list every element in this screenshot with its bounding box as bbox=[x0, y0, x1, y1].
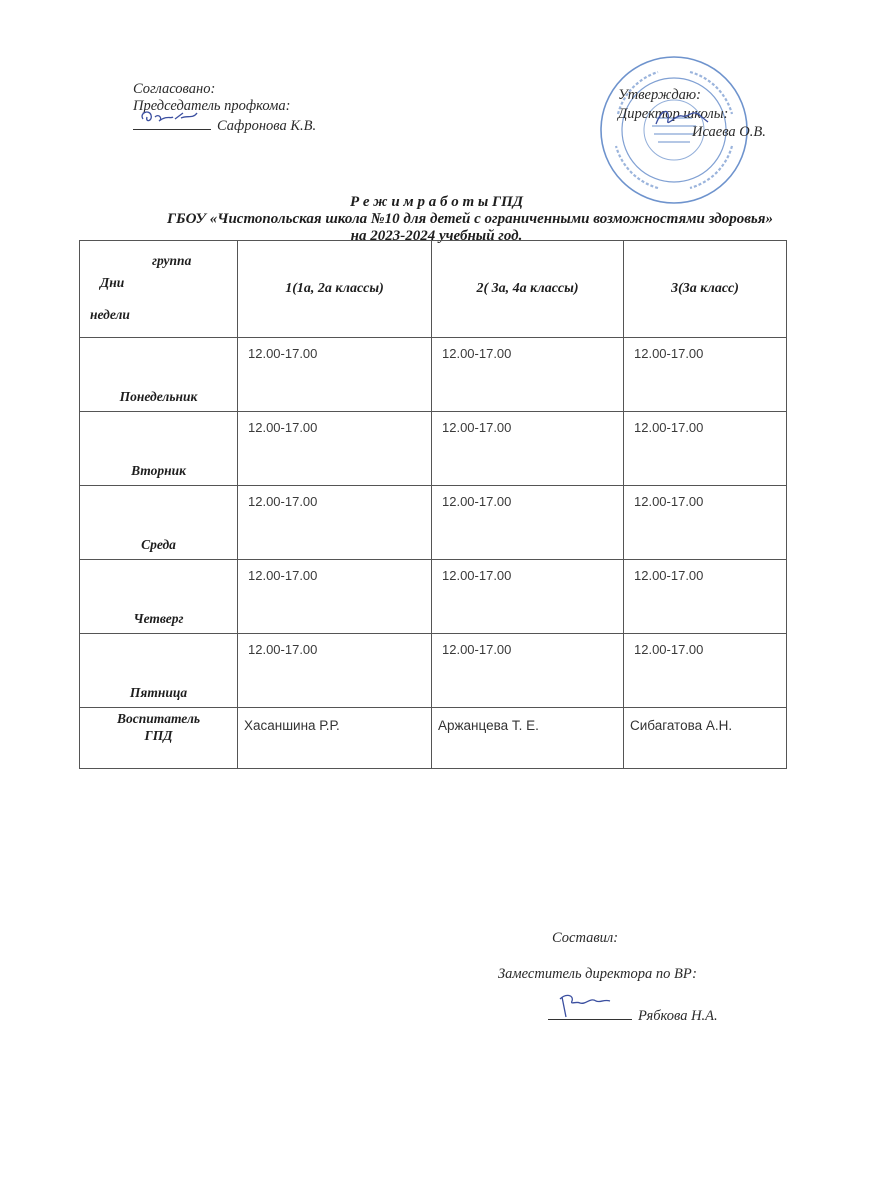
educator-cell: Сибагатова А.Н. bbox=[624, 708, 787, 769]
educator-cell: Аржанцева Т. Е. bbox=[432, 708, 624, 769]
day-name: Четверг bbox=[133, 611, 184, 626]
day-name: Пятница bbox=[129, 685, 188, 700]
compiled-by-label: Составил: bbox=[552, 930, 619, 946]
time-cell: 12.00-17.00 bbox=[432, 634, 624, 708]
time-cell: 12.00-17.00 bbox=[624, 486, 787, 560]
day-cell bbox=[80, 634, 238, 708]
column-header-group-2: 2( 3а, 4а классы) bbox=[432, 241, 624, 338]
corner-week-label: недели bbox=[90, 307, 130, 322]
time-cell: 12.00-17.00 bbox=[238, 634, 432, 708]
agreement-signature bbox=[133, 115, 211, 130]
table-header-row bbox=[80, 241, 787, 338]
column-header-group-1: 1(1а, 2а классы) bbox=[238, 241, 432, 338]
compiler-signature-line bbox=[548, 1005, 718, 1025]
time-cell: 12.00-17.00 bbox=[238, 412, 432, 486]
table-row bbox=[80, 486, 787, 560]
time-cell: 12.00-17.00 bbox=[432, 560, 624, 634]
educator-label: Воспитатель ГПД bbox=[116, 711, 201, 743]
table-row bbox=[80, 560, 787, 634]
day-cell bbox=[80, 486, 238, 560]
approval-heading: Утверждаю: bbox=[618, 87, 701, 103]
compiler-role: Заместитель директора по ВР: bbox=[498, 966, 697, 982]
column-header-group-3: 3(3а класс) bbox=[624, 241, 787, 338]
day-cell bbox=[80, 560, 238, 634]
compiler-signature bbox=[548, 1005, 632, 1020]
day-name: Среда bbox=[141, 537, 176, 552]
day-cell bbox=[80, 412, 238, 486]
time-cell: 12.00-17.00 bbox=[238, 338, 432, 412]
time-cell: 12.00-17.00 bbox=[624, 560, 787, 634]
approval-name: Исаева О.В. bbox=[692, 124, 766, 140]
agreement-role: Председатель профкома: bbox=[133, 98, 291, 114]
approval-role: Директор школы: bbox=[618, 106, 729, 122]
approval-signature bbox=[652, 104, 712, 137]
table-row bbox=[80, 634, 787, 708]
schedule-table bbox=[79, 240, 787, 769]
table-row bbox=[80, 412, 787, 486]
time-cell: 12.00-17.00 bbox=[432, 338, 624, 412]
educator-cell: Хасаншина Р.Р. bbox=[238, 708, 432, 769]
day-cell bbox=[80, 338, 238, 412]
time-cell: 12.00-17.00 bbox=[238, 560, 432, 634]
time-cell: 12.00-17.00 bbox=[432, 486, 624, 560]
time-cell: 12.00-17.00 bbox=[432, 412, 624, 486]
table-row bbox=[80, 338, 787, 412]
corner-days-label: Дни bbox=[100, 275, 125, 290]
agreement-name: Сафронова К.В. bbox=[217, 118, 317, 134]
time-cell: 12.00-17.00 bbox=[624, 634, 787, 708]
time-cell: 12.00-17.00 bbox=[624, 338, 787, 412]
corner-cell bbox=[80, 241, 238, 338]
agreement-heading: Согласовано: bbox=[133, 81, 216, 97]
agreement-signature-line bbox=[133, 115, 316, 135]
time-cell: 12.00-17.00 bbox=[238, 486, 432, 560]
academic-year: на 2023-2024 учебный год. bbox=[350, 228, 523, 244]
educator-row bbox=[80, 708, 787, 769]
time-cell: 12.00-17.00 bbox=[624, 412, 787, 486]
educator-label-cell bbox=[80, 708, 238, 769]
day-name: Понедельник bbox=[119, 389, 198, 404]
school-name: ГБОУ «Чистопольская школа №10 для детей с ограниченными возможностями здоровья» bbox=[167, 211, 773, 227]
corner-group-label: группа bbox=[152, 253, 192, 268]
schedule-title: Р е ж и м р а б о т ы ГПД bbox=[349, 194, 523, 210]
compiler-name: Рябкова Н.А. bbox=[638, 1008, 718, 1024]
day-name: Вторник bbox=[131, 463, 186, 478]
